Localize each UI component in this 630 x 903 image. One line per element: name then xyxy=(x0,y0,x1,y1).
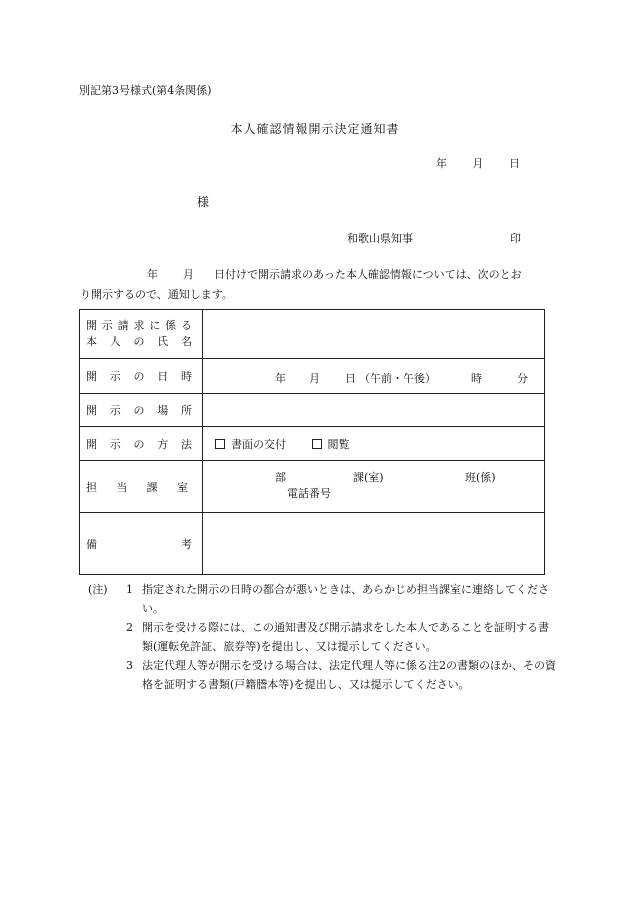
note-number: 3 xyxy=(126,659,133,672)
label-char: の xyxy=(133,370,145,383)
dt-day: 日 xyxy=(345,372,356,385)
dept-ka: 課(室) xyxy=(353,471,384,484)
note-item xyxy=(88,618,558,656)
dt-hour: 時 xyxy=(471,372,482,385)
method-value xyxy=(203,427,545,461)
note-text: 法定代理人等が開示を受ける場合は、法定代理人等に係る注2の書類のほか、その資格を証明する書類(戸籍謄本等)を提出し、又は提示してください。 xyxy=(142,659,556,691)
dt-year: 年 xyxy=(275,372,286,385)
requester-name-label-line2 xyxy=(86,334,192,350)
table-row xyxy=(80,310,545,359)
table-row xyxy=(80,394,545,427)
label-char: 担 xyxy=(86,480,97,494)
label-char: 考 xyxy=(181,537,192,551)
date-month: 月 xyxy=(472,157,484,170)
label-char: 開 xyxy=(86,319,97,332)
issuer-name: 和歌山県知事 xyxy=(347,232,413,245)
label-char: 法 xyxy=(181,437,192,451)
form-number-label: 別記第3号様式(第4条関係) xyxy=(79,84,212,97)
label-char: 示 xyxy=(109,370,121,383)
body-line-1 xyxy=(80,265,550,285)
label-char: 名 xyxy=(181,335,192,348)
document-title: 本人確認情報開示決定通知書 xyxy=(230,122,400,136)
remarks-value[interactable] xyxy=(203,513,545,575)
label-char: 室 xyxy=(176,480,188,494)
label-char: 開 xyxy=(86,404,97,417)
place-value[interactable] xyxy=(203,394,545,427)
notes-heading: (注) xyxy=(88,583,108,596)
note-number: 2 xyxy=(126,621,133,634)
dept-han: 班(係) xyxy=(465,471,496,484)
requester-name-label-line1 xyxy=(86,318,192,334)
label-char: 日 xyxy=(157,370,169,383)
datetime-label xyxy=(80,359,203,394)
dept-phone: 電話番号 xyxy=(287,487,331,500)
body-month: 月 xyxy=(183,268,194,281)
label-char: 備 xyxy=(86,537,97,551)
method-label xyxy=(80,427,203,461)
note-text: 開示を受ける際には、この通知書及び開示請求をした本人であることを証明する書類(運転免許証、旅券等)を提出し、又は提示してください。 xyxy=(142,621,549,653)
requester-name-label xyxy=(80,310,203,359)
label-char: 開 xyxy=(86,370,97,383)
label-char: 当 xyxy=(116,480,128,494)
label-char: 氏 xyxy=(157,335,169,348)
date-year: 年 xyxy=(436,157,447,170)
datetime-value[interactable] xyxy=(203,359,545,394)
notes-section xyxy=(88,580,558,694)
table-row xyxy=(80,461,545,513)
requester-name-value[interactable] xyxy=(203,310,545,359)
label-char: に xyxy=(149,319,161,332)
checkbox-icon[interactable] xyxy=(215,439,225,449)
label-char: 課 xyxy=(146,480,158,494)
addressee-suffix: 様 xyxy=(197,195,210,209)
note-item xyxy=(88,580,558,618)
label-char: の xyxy=(133,437,145,451)
label-char: 所 xyxy=(181,404,192,417)
table-row xyxy=(80,359,545,394)
disclosure-table xyxy=(79,309,545,575)
label-char: 係 xyxy=(165,319,177,332)
note-item xyxy=(88,656,558,694)
label-char: 示 xyxy=(101,319,113,332)
body-line-2: り開示するので、通知します。 xyxy=(80,288,233,301)
label-char: る xyxy=(180,319,192,332)
table-row xyxy=(80,427,545,461)
remarks-label xyxy=(80,513,203,575)
table-row xyxy=(80,513,545,575)
dt-ampm: （午前・午後） xyxy=(359,372,436,385)
method-option-paper-label: 書面の交付 xyxy=(231,437,286,451)
label-char: 開 xyxy=(86,437,97,451)
method-option-view[interactable] xyxy=(312,438,350,451)
note-number: 1 xyxy=(126,583,133,596)
label-char: 請 xyxy=(117,319,129,332)
dept-label xyxy=(80,461,203,513)
label-char: 本 xyxy=(86,335,97,348)
body-line1-text: 日付けで開示請求のあった本人確認情報については、次のとお xyxy=(214,268,522,281)
checkbox-icon[interactable] xyxy=(312,439,322,449)
issue-date xyxy=(414,155,520,171)
label-char: の xyxy=(133,404,145,417)
label-char: 示 xyxy=(109,437,121,451)
dept-value[interactable] xyxy=(203,461,545,513)
label-char: 示 xyxy=(109,404,121,417)
label-char: 方 xyxy=(157,437,169,451)
method-option-view-label: 閲覧 xyxy=(327,437,350,451)
label-char: 時 xyxy=(181,370,192,383)
place-label xyxy=(80,394,203,427)
label-char: 人 xyxy=(109,335,121,348)
body-year: 年 xyxy=(147,268,158,281)
seal-mark: 印 xyxy=(510,232,521,245)
label-char: 求 xyxy=(133,319,145,332)
label-char: の xyxy=(133,335,145,348)
dept-bu: 部 xyxy=(275,471,286,484)
date-day: 日 xyxy=(509,157,520,170)
dt-month: 月 xyxy=(309,372,320,385)
body-text xyxy=(80,265,550,305)
label-char: 場 xyxy=(157,404,169,417)
dt-minute: 分 xyxy=(517,372,528,385)
note-text: 指定された開示の日時の都合が悪いときは、あらかじめ担当課室に連絡してください。 xyxy=(142,583,549,615)
method-option-paper[interactable] xyxy=(215,438,286,451)
